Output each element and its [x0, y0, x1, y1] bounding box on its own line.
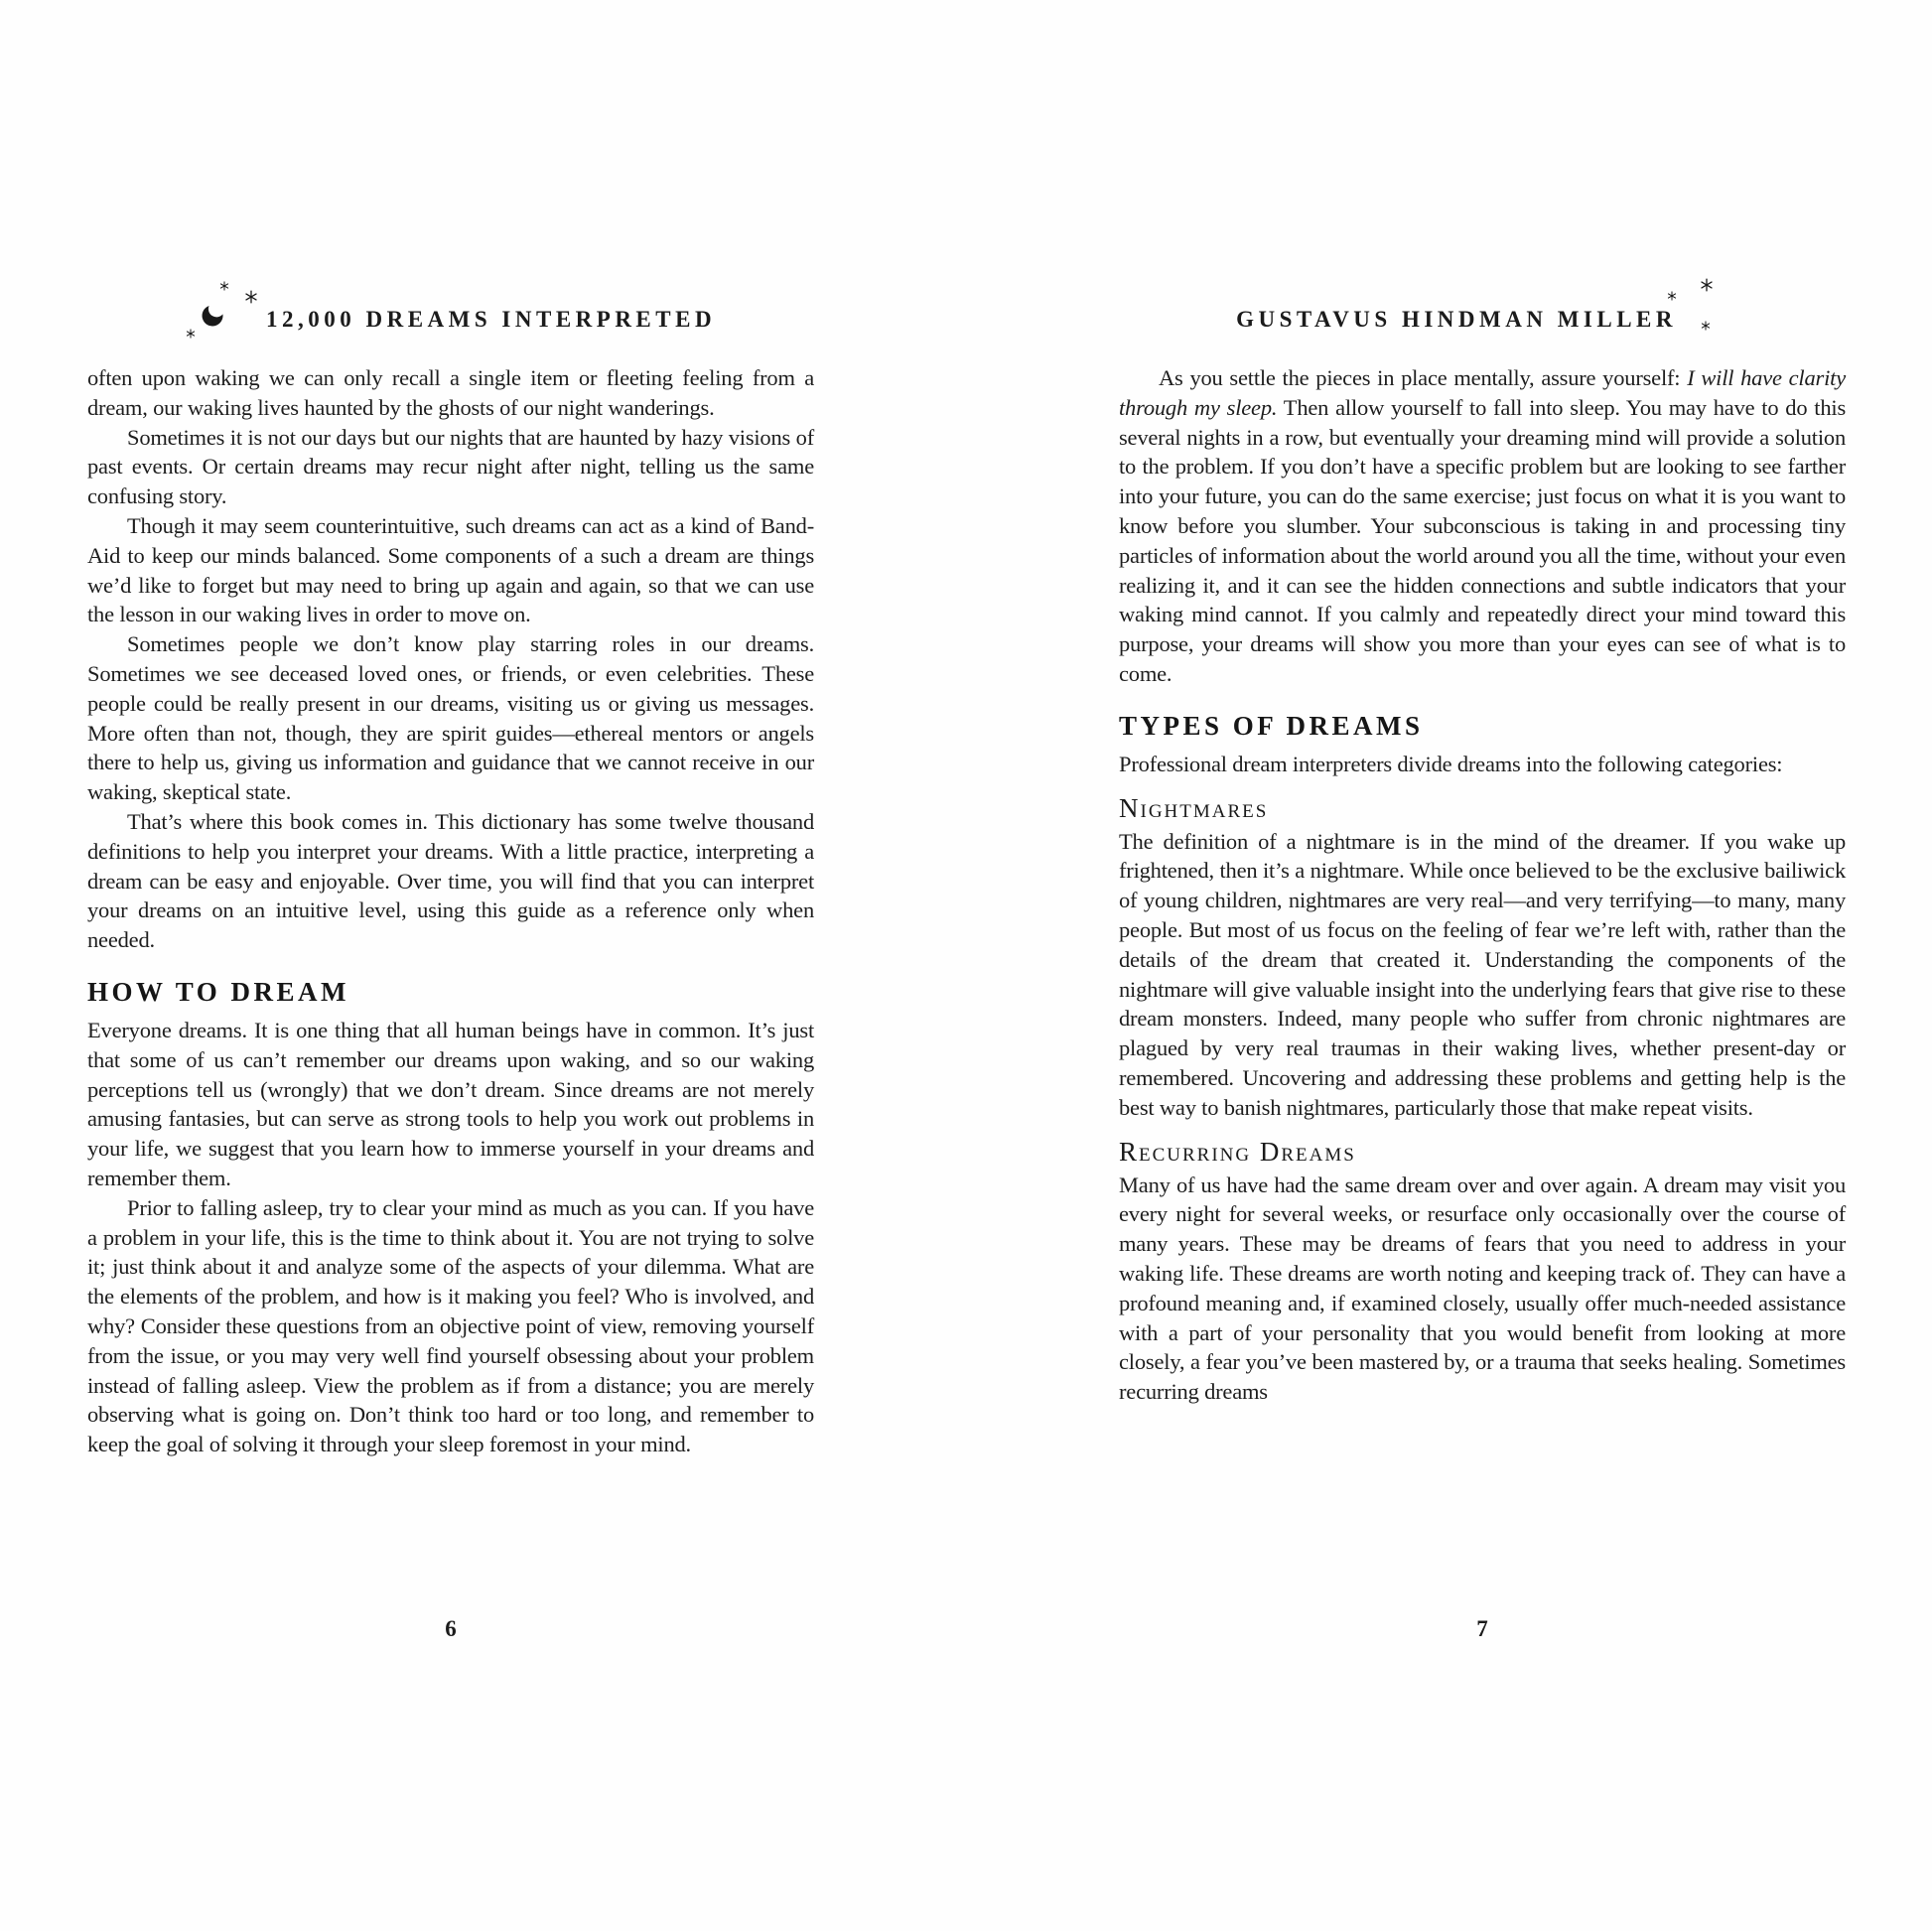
left-running-head: 12,000 DREAMS INTERPRETED: [266, 307, 717, 332]
paragraph: Sometimes it is not our days but our nights that are haunted by hazy visions of past events. Or certain dreams may recur night after night, telling us the same confusing story.: [87, 424, 814, 509]
left-page-footer: [87, 1616, 814, 1642]
star-icon: [219, 278, 229, 288]
paragraph: Everyone dreams. It is one thing that all human beings have in common. It’s just that some of us can’t remember our dreams upon waking, and so our waking perceptions tell us (wrongly) that we don’t dream. Since dreams are not merely amusing fantasies, but can serve as strong tools to help you work out problems in your life, we suggest that you learn how to immerse yourself in your dreams and remember them.: [87, 1017, 814, 1190]
star-icon: [186, 326, 196, 336]
page-number: 7: [1476, 1616, 1488, 1641]
paragraph: Many of us have had the same dream over and over again. A dream may visit you every night for several weeks, or resurface only occasionally over the course of many years. These may be dreams of fears that you need to address in your waking life. These dreams are worth noting and keeping track of. They can have a profound meaning and, if examined closely, usually offer much-needed assistance with a part of your personality that you would benefit from looking at more closely, a fear you’ve been mastered by, or a trauma that seeks healing. Sometimes recurring dreams: [1119, 1172, 1846, 1405]
page-number: 6: [445, 1616, 457, 1641]
right-body-copy: [1119, 363, 1846, 1407]
star-icon: [1700, 278, 1714, 292]
left-body-copy: [87, 363, 814, 1459]
paragraph: often upon waking we can only recall a single item or fleeting feeling from a dream, our waking lives haunted by the ghosts of our night wanderings.: [87, 365, 814, 420]
right-running-head: GUSTAVUS HINDMAN MILLER: [1236, 307, 1677, 332]
paragraph: Professional dream interpreters divide dreams into the following categories:: [1119, 751, 1783, 776]
section-heading-types-of-dreams: TYPES OF DREAMS: [1119, 710, 1424, 741]
star-icon: [1701, 318, 1711, 328]
section-heading-how-to-dream: HOW TO DREAM: [87, 976, 350, 1007]
paragraph: The definition of a nightmare is in the mind of the dreamer. If you wake up frightened, then it’s a nightmare. While once believed to be the exclusive bailiwick of young children, nightmares are very real—and very terrifying—to many, many people. But most of us focus on the feeling of fear we’re left with, rather than the details of the dream that created it. Understanding the components of the nightmare will give valuable insight into the underlying fears that give rise to these dream monsters. Indeed, many people who suffer from chronic nightmares are plagued by very real traumas in their waking lives, whether present-day or remembered. Uncovering and addressing these problems and getting help is the best way to banish nightmares, particularly those that make repeat visits.: [1119, 828, 1846, 1120]
star-icon: [1667, 288, 1677, 298]
paragraph: That’s where this book comes in. This dictionary has some twelve thousand definitions to help you interpret your dreams. With a little practice, interpreting a dream can be easy and enjoyable. Over time, you will find that you can interpret your dreams on an intuitive level, using this guide as a reference only when needed.: [87, 808, 814, 953]
paragraph-text: Then allow yourself to fall into sleep. You may have to do this several nights in a row, but eventually your dreaming mind will provide a solution to the problem. If you don’t have a specific problem but are looking to see farther into your future, you can do the same exercise; just focus on what it is you want to know before you slumber. Your subconscious is taking in and processing tiny particles of information about the world around you all the time, without your even realizing it, and it can see the hidden connections and subtle indicators that your waking mind cannot. If you calmly and repeatedly direct your mind toward this purpose, your dreams will show you more than your eyes can see of what is to come.: [1119, 394, 1846, 686]
paragraph-text: As you settle the pieces in place mentally, assure yourself:: [1159, 365, 1688, 390]
page-right: [1119, 0, 1846, 1931]
paragraph: Sometimes people we don’t know play starring roles in our dreams. Sometimes we see deceased loved ones, or friends, or even celebrities. These people could be really present in our dreams, visiting us or giving us messages. More often than not, though, they are spirit guides—ethereal mentors or angels there to help us, giving us information and guidance that we cannot receive in our waking, skeptical state.: [87, 631, 814, 805]
page-left: [87, 0, 814, 1931]
affirmation-italic: I will have clarity through my sleep.: [1119, 365, 1846, 420]
paragraph: Prior to falling asleep, try to clear your mind as much as you can. If you have a problem in your life, this is the time to think about it. You are not trying to solve it; just think about it and analyze some of the aspects of your dilemma. What are the elements of the problem, and how is it making you feel? Who is involved, and why? Consider these questions from an objective point of view, removing yourself from the issue, or you may very well find yourself obsessing about your problem instead of falling asleep. View the problem as if from a distance; you are merely observing what is going on. Don’t think too hard or too long, and remember to keep the goal of solving it through your sleep foremost in your mind.: [87, 1194, 814, 1457]
right-page-header: [1119, 274, 1846, 344]
star-icon: [244, 290, 258, 304]
crescent-moon-icon: [196, 297, 230, 335]
right-page-footer: [1119, 1616, 1846, 1642]
subheading-recurring-dreams: Recurring Dreams: [1119, 1136, 1356, 1167]
left-page-header: [87, 274, 814, 344]
paragraph: Though it may seem counterintuitive, such dreams can act as a kind of Band-Aid to keep our minds balanced. Some components of a such a dream are things we’d like to forget but may need to bring up again and again, so that we can use the lesson in our waking lives in order to move on.: [87, 512, 814, 627]
subheading-nightmares: Nightmares: [1119, 792, 1269, 823]
paragraph: [1119, 363, 1846, 689]
